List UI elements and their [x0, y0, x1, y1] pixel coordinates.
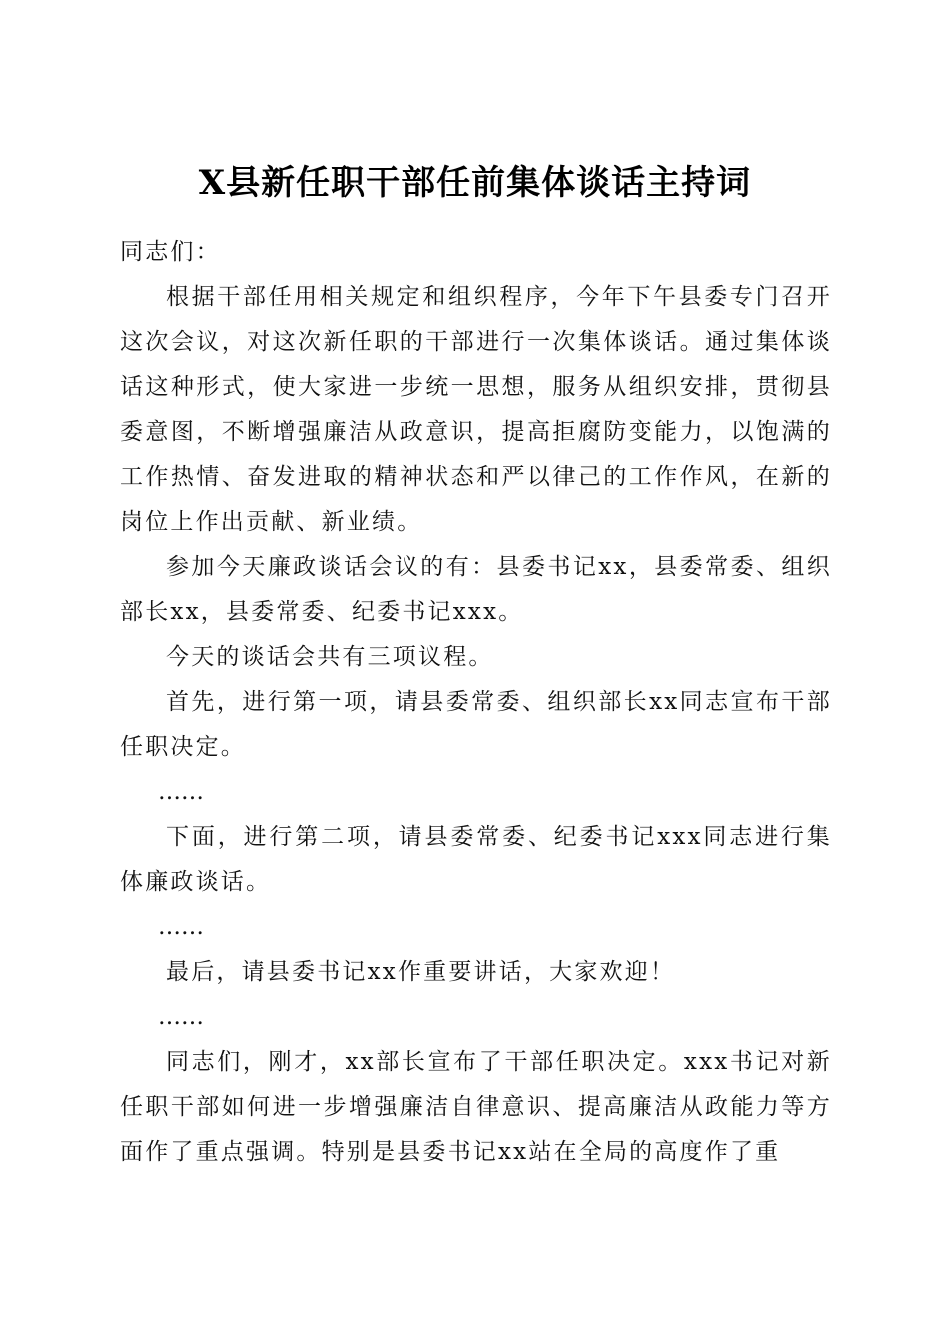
- paragraph-summary: 同志们，刚才，xx部长宣布了干部任职决定。xxx书记对新任职干部如何进一步增强廉洁自律意识、提高廉洁从政能力等方面作了重点强调。特别是县委书记xx站在全局的高度作了重: [120, 1049, 832, 1165]
- paragraph-agenda: 今天的谈话会共有三项议程。: [166, 644, 494, 670]
- salutation: 同志们：: [120, 239, 221, 265]
- paragraph-item-one: 首先，进行第一项，请县委常委、组织部长xx同志宣布干部任职决定。: [120, 689, 832, 760]
- document-title: X县新任职干部任前集体谈话主持词: [198, 162, 752, 203]
- paragraph-item-two: 下面，进行第二项，请县委常委、纪委书记xxx同志进行集体廉政谈话。: [120, 824, 832, 895]
- ellipsis-3: ……: [158, 1004, 204, 1030]
- paragraph-item-three: 最后，请县委书记xx作重要讲话，大家欢迎！: [166, 959, 676, 985]
- ellipsis-1: ……: [158, 779, 204, 805]
- paragraph-attendees: 参加今天廉政谈话会议的有：县委书记xx，县委常委、组织部长xx，县委常委、纪委书记xxx。: [120, 554, 832, 625]
- document-body: [120, 230, 832, 1175]
- ellipsis-2: ……: [158, 914, 204, 940]
- paragraph-intro: 根据干部任用相关规定和组织程序，今年下午县委专门召开这次会议，对这次新任职的干部进行一次集体谈话。通过集体谈话这种形式，使大家进一步统一思想，服务从组织安排，贯彻县委意图，不断增强廉洁从政意识，提高拒腐防变能力，以饱满的工作热情、奋发进取的精神状态和严以律己的工作作风，在新的岗位上作出贡献、新业绩。: [120, 284, 832, 535]
